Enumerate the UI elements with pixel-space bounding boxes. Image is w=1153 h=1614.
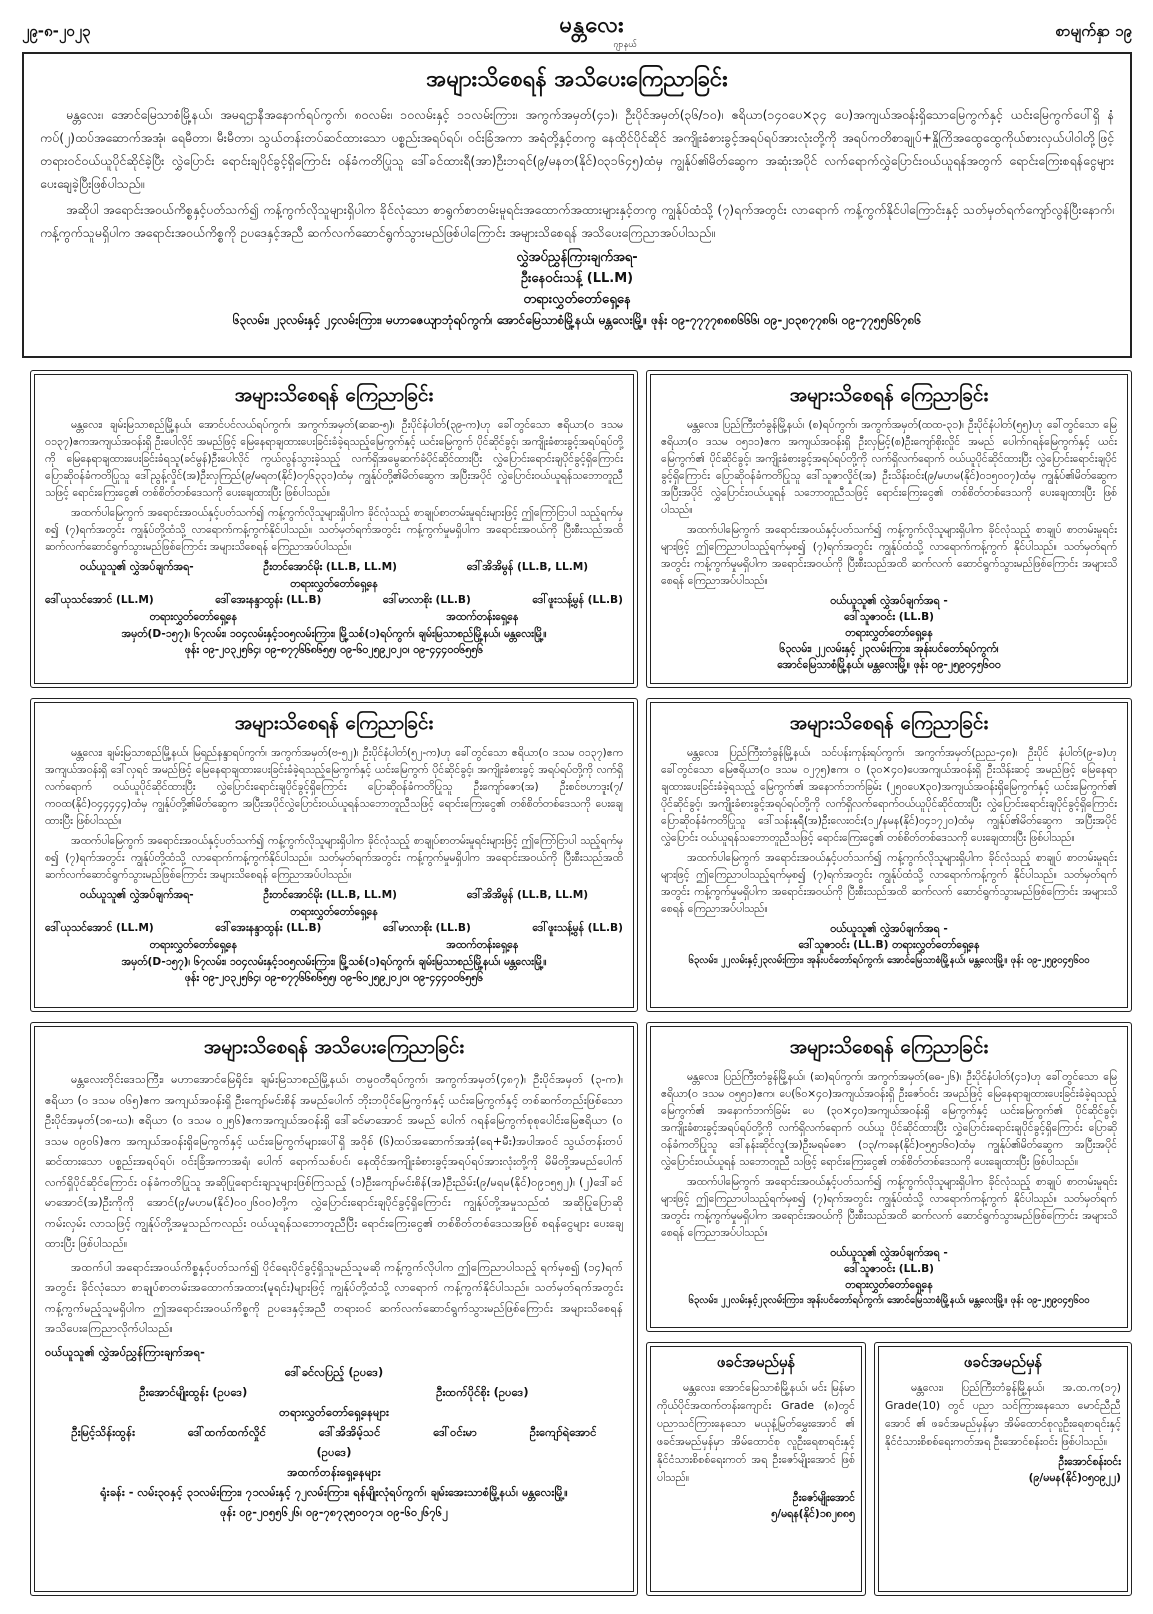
notice-paragraph: အဆိုပါ အရောင်းအဝယ်ကိစ္စနှင့်ပတ်သက်၍ ကန့်ကွက်လိုသူများရှိပါက ခိုင်လုံသော စာရွက်စာတမ်းမူရင်းအထောက်အထားများနှင့်တကွ ကျွန်ုပ်ထံသို့ (၇)ရက်အတွင်း လာရောက် ကန့်ကွက်နိုင်ပါကြောင်းနှင့် သတ်မှတ်ရက်ကျော်လွန်ပြီးနောက်၊ ကန့်ကွက်သူမရှိပါက အရောင်းအဝယ်ကိစ္စကို ဥပဒေနှင့်အညီ ဆက်လက်ဆောင်ရွက်သွားမည်ဖြစ်ပါကြောင်း အများသိစေရန် အသိပေးကြေညာအပ်ပါသည်။ bbox=[40, 202, 1114, 240]
buyer-role: ဝယ်ယူသူ၏ လွှဲအပ်ချက်အရ - bbox=[830, 923, 948, 935]
signer-name: ဦးနေဝင်းသန့် (LL.M) bbox=[520, 271, 634, 286]
lawyer-name: ဦးထက်ပိုင်စိုး (ဥပဒေ) bbox=[436, 1384, 529, 1399]
notice-paragraph: မန္တလေး၊ အောင်မြေသာစံမြို့နယ်၊ အမရဌာနီအနောက်ရပ်ကွက်၊ ၈၀လမ်း၊ ၁၀လမ်းနှင့် ၁၁လမ်းကြား၊ အကွက်အမှတ်(၄၁)၊ ဦးပိုင်အမှတ်(၃၆/၁၀)၊ ဧရိယာ(၁၄၀ပေ×၃၄ ပေ)အကျယ်အဝန်းရှိသောမြေကွက်နှင့် ယင်းမြေကွက်ပေါ်ရှိ နံကပ်(၂)ထပ်အဆောက်အအုံ၊ ရေမီတာ၊ မီးမီတာ၊ သွယ်တန်းတပ်ဆင်ထားသော ပစ္စည်းအရပ်ရပ်၊ ဝင်းခြံအကာ အရံတို့နှင့်တကွ နေထိုင်ပိုင်ဆိုင် အကျိုးခံစားခွင့်အရပ်ရပ်အားလုံးတို့ကို အရပ်ကတိစာချုပ်+နှိုကြိအထွေထွေကိုယ်စားလှယ်ပါဝါတို့ဖြင့် တရားဝင်ဝယ်ယူပိုင်ဆိုင်ခဲ့ပြီး လွှဲပြောင်း ရောင်းချပိုင်ခွင့်ရှိကြောင်း ဝန်ခံကတိပြုသူ ဒေါ်ခင်ထားရီ(အာ)ဦးဘရင်(၉/မနတ(နိုင်)၀၃၁၆၄၅)ထံမှ ကျွန်ုပ်၏မိတ်ဆွေက အဆုံးအပိုင် လက်ရောက်လွှဲပြောင်းဝယ်ယူရန်အတွက် ရောင်းကြေးစရန်ငွေများ ပေးချေခဲ့ပြီးဖြစ်ပါသည်။ bbox=[40, 107, 1114, 191]
buyer-role: ဝယ်ယူသူ၏ လွှဲအပ်ချက်အရ - bbox=[830, 595, 948, 607]
notice-title: အများသိစေရန် အသိပေးကြေညာခြင်း bbox=[203, 1036, 465, 1058]
notice-address: ရုံးခန်း - လမ်း၃၀နှင့် ၃၁လမ်းကြား၊ ၇၁လမ်းနှင့် ၇၂လမ်းကြား၊ ရန်မျိုးလုံရပ်ကွက်၊ ချမ်းအေးသာစံမြို့နယ်၊ မန္တလေးမြို့။ bbox=[100, 1484, 568, 1499]
lawyer-name: ဒေါ်မာလာစိုး (LL.B) bbox=[382, 922, 471, 934]
notice-title: အများသိစေရန် ကြေညာခြင်း bbox=[789, 384, 989, 406]
lawyer-name: ဒေါ်ခင်လပြည့် (ဥပဒေ) bbox=[284, 1364, 384, 1379]
notice-title: အများသိစေရန် ကြေညာခြင်း bbox=[234, 384, 434, 406]
signer-role: လွှဲအပ်ညွှန်ကြားချက်အရ- bbox=[516, 250, 638, 265]
lawyer-name: ဦးမြင့်သိန်းထွန်း bbox=[71, 1424, 135, 1439]
notice-title: အများသိစေရန် ကြေညာခြင်း bbox=[234, 712, 434, 734]
notice-phones: ဖုန်း ၀၉-၂၀၅၅၆၂၆၊ ၀၉-၇၈၇၃၅၀၀၇၁၊ ၀၉-၆၀၂၆၇၆၂ bbox=[220, 1504, 448, 1519]
notice-left-3 bbox=[30, 1022, 638, 1596]
buyer-role: ဝယ်ယူသူ၏ လွှဲအပ်ချက်အရ- bbox=[79, 561, 194, 573]
lawyer-name: ဒေါ်အိအိမွန် (LL.B, LL.M) bbox=[466, 889, 589, 901]
notice-paragraph: အထက်ပါ အရောင်းအဝယ်ကိစ္စနှင့်ပတ်သက်၍ ပိုင်ရေးပိုင်ခွင့်ရှိသူမည်သူမဆို ကန့်ကွက်လိုပါက ဤကြေညာပါသည့် ရက်မှစ၍ (၁၄)ရက်အတွင်း ခိုင်လုံသော စာချုပ်စာတမ်းအထောက်အထား(မူရင်း)များဖြင့် ကျွန်ုပ်တို့ထံသို့ လာရောက် ကန့်ကွက်နိုင်ပါသည်။ သတ်မှတ်ရက်အတွင်း ကန့်ကွက်မည့်သူမရှိပါက ဤအရောင်းအဝယ်ကိစ္စကို ဥပဒေနှင့်အညီ တရားဝင် ဆက်လက်ဆောင်ရွက်သွားမည်ဖြစ်ကြောင်း အများသိစေရန် အသိပေးကြေညာလိုက်ပါသည်။ bbox=[45, 1259, 623, 1335]
notice-left-2 bbox=[30, 698, 638, 1012]
lawyer-name: ဒေါ်သူဇာဝင်း (LL.B) တရားလွှတ်တော်ရှေ့နေ bbox=[798, 939, 980, 951]
signer-nrc: ၅/မရန(နိုင်)၁၈၂၈၈၅ bbox=[771, 1508, 855, 1520]
lawyer-name: ဒေါ်ယုသင်အောင် (LL.M) bbox=[45, 594, 154, 606]
lawyer-title: တရားလွှတ်တော်ရှေ့နေ bbox=[845, 1279, 933, 1291]
lawyer-name: ဒေါ်အိအိမ့်သင် bbox=[318, 1424, 381, 1439]
lawyer-name: ဒေါ်အိအိမွန် (LL.B, LL.M) bbox=[466, 561, 589, 573]
notice-right-1 bbox=[646, 370, 1132, 688]
signer-title: တရားလွှတ်တော်ရှေ့နေ bbox=[523, 292, 631, 307]
lawyer-name: ဒေါ်ထက်ထက်လှိုင် bbox=[187, 1424, 266, 1439]
lawyer-name: ဒေါ်သူဇာဝင်း (LL.B) bbox=[843, 1263, 935, 1275]
lawyer-suffix: (ဥပဒေ) bbox=[316, 1444, 352, 1459]
lawyer-name: ဒေါ်အေးနန္ဒာထွန်း (LL.B) bbox=[215, 594, 322, 606]
notice-paragraph: အထက်ပါမြေကွက် အရောင်းအဝယ်နှင့်ပတ်သက်၍ ကန့်ကွက်လိုသူများရှိပါက ခိုင်လုံသည့် စာချုပ်စာတမ်းမူရင်းများဖြင့် ဤကြော်ငြာပါ သည့်ရက်မှစ၍ (၇)ရက်အတွင်း ကျွန်ုပ်တို့ထံသို့ လာရောက်ကန့်ကွက်နိုင်ပါသည်။ သတ်မှတ်ရက်အတွင်း ကန့်ကွက်မှုမရှိပါက အရောင်းအဝယ်ကို ပြီးစီးသည်အထိ ဆက်လက်ဆောင်ရွက်သွားမည်ဖြစ်ကြောင်း အများသိစေရန် ကြေညာအပ်ပါသည်။ bbox=[45, 507, 623, 553]
lawyer-name: ဒေါ်အေးနန္ဒာထွန်း (LL.B) bbox=[215, 922, 322, 934]
lawyer-name: ဒေါ်ဖူးသန့်မွန် (LL.B) bbox=[532, 594, 623, 606]
lawyer-title: တရားလွှတ်တော်ရှေ့နေ bbox=[290, 578, 378, 590]
lawyer-title: တရားလွှတ်တော်ရှေ့နေ bbox=[149, 611, 238, 623]
lawyer-name: ဦးတင်အောင်မိုး (LL.B, LL.M) bbox=[263, 561, 397, 573]
notice-right-2 bbox=[646, 698, 1132, 1012]
lawyer-name: ဒေါ်ဝင်းမာ bbox=[433, 1424, 477, 1439]
masthead-logo bbox=[537, 10, 647, 52]
notice-title: အများသိစေရန် ကြေညာခြင်း bbox=[789, 712, 989, 734]
notice-paragraph: မန္တလေး၊ ပြည်ကြီးတံခွန်မြို့နယ်၊ သင်ပန်းကုန်းရပ်ကွက်၊ အကွက်အမှတ်(ညည-၄၈)၊ ဦးပိုင် နံပါတ်(၉-ခ)ဟု ခေါ်တွင်သော မြေဧရိယာ(၀ ဒသမ ၀၂၇၅)ဧက၊ ဝ (၃၀×၄၀)ပေအကျယ်အဝန်းရှိ ဦးသိန်းဆင့် အမည်ဖြင့် မြေနေရာချထားပေးခြင်းခံခဲ့ရသည့် မြေကွက်၏ အနောက်ဘက်ခြမ်း (၂၅၀ပေx၃၀)အကျယ်အဝန်းရှိမြေကွက်နှင့် ယင်းမြေကွက်၏ ပိုင်ဆိုင်ခွင့်၊ အကျိုးခံစားခွင့်အရပ်ရပ်တို့ကို လက်ရှိလက်ရောက်ဝယ်ယူပိုင်ဆိုင်ထားပြီး လွှဲပြောင်းရောင်းချပိုင်ခွင့်ရှိကြောင်း ပြောဆိုဝန်ခံကတိပြုသူ ဒေါ်သန်းနုရီ(အ)ဦးလေးဝင်း(၁၂/နမန(နိုင်)၀၄၁၇၂၀)ထံမှ ကျွန်ုပ်၏မိတ်ဆွေက အပြီးအပိုင် လွှဲပြောင်း ဝယ်ယူရန်သဘောတူညီသဖြင့် ရောင်းကြေးငွေ၏ တစ်စိတ်တစ်ဒေသကို ပေးချေထားပြီး ဖြစ်ပါသည်။ bbox=[661, 747, 1117, 844]
lawyer-name: ဒေါ်မာလာစိုး (LL.B) bbox=[382, 594, 471, 606]
lawyer-name: ဦးကျော်ရဲအောင် bbox=[529, 1424, 597, 1439]
notice-paragraph: အထက်ပါမြေကွက် အရောင်းအဝယ်နှင့်ပတ်သက်၍ ကန့်ကွက်လိုသူများရှိပါက ခိုင်လုံသည့် စာချုပ် စာတမ်းမူရင်းများဖြင့် ဤကြေညာပါသည့်ရက်မှစ၍ (၇)ရက်အတွင်း ကျွန်ုပ်ထံသို့ လာရောက်ကန့်ကွက် နိုင်ပါသည်။ သတ်မှတ်ရက်အတွင်း ကန့်ကွက်မှုမရှိပါက အရောင်းအဝယ်ကို ပြီးစီးသည်အထိ ဆက်လက် ဆောင်ရွက်သွားမည်ဖြစ်ကြောင်း အများသိစေရန် ကြေညာအပ်ပါသည်။ bbox=[661, 524, 1117, 587]
notice-paragraph: မန္တလေးတိုင်းဒေသကြီး၊ မဟာအောင်မြေရိုင်း၊ ချမ်းမြသာစည်မြို့နယ်၊ တမ္ပဝတီရပ်ကွက်၊ အကွက်အမှတ်(၄၈၇)၊ ဦးပိုင်အမှတ် (၃-က)၊ ဧရိယာ (၀ ဒသမ ၀၆၅)ဧက အကျယ်အဝန်းရှိ ဦးကျော်မင်းစိန် အမည်ပေါက် ဘိုးဘပိုင်မြေကွက်နှင့် ယင်းမြေကွက်နှင့် တစ်ဆက်တည်းဖြစ်သော ဦးပိုင်အမှတ်(၁၈-ဃ)၊ ဧရိယာ (၀ ဒသမ ၀၂၅၆)ဧကအကျယ်အဝန်းရှိ ဒေါ်ခင်မာအောင် အမည် ပေါက် ဂရန်မြေကွက်စုစုပေါင်းမြေဧရိယာ (၀ ဒသမ ၀၉၀၆)ဧက အကျယ်အဝန်းရှိမြေကွက်နှင့် ယင်းမြေကွက်များပေါ်ရှိ အဝိုစ် (၆)ထပ်အဆောက်အအုံ(ရေ+မီး)အပါအဝင် သွယ်တန်းတပ်ဆင်ထားသော ပစ္စည်းအရပ်ရပ်၊ ဝင်းခြံအကာအရံ၊ ပေါက် ရောက်သစ်ပင်၊ နေထိုင်အကျိုးခံစားခွင့်အရပ်ရပ်အားလုံးတို့ကို မိမိတို့အမည်ပေါက် လက်ရှိပိုင်ဆိုင်ကြောင်း ဝန်ခံကတိပြုသူ အဆိုပြုရောင်းချသူများဖြစ်ကြသည့် (၁)ဦးကျော်မင်းစိန်(အ)ဦးညိမ်း(၉/မရမ(နိုင်)၀၉၁၅၅၂)၊ (၂)ဒေါ်ခင်မာအောင်(အ)ဦးကိုကို အောင်(၉/မဟမ(နိုင်)၀၀၂၆၀၀)တို့က လွှဲပြောင်းရောင်းချပိုင်ခွင့်ရှိကြောင်း ကျွန်ုပ်တို့အမှုသည်ထံ အဆိုပြုပြောဆိုကမ်းလှမ်း လာသဖြင့် ကျွန်ုပ်တို့အမှုသည်ကလည်း ဝယ်ယူရန်သဘောတူညီပြီး ရောင်းကြေးငွေ၏ တစ်စိတ်တစ်ဒေသအဖြစ် စရန်ငွေများ ပေးချေထားပြီး ဖြစ်ပါသည်။ bbox=[45, 1072, 623, 1250]
name-notice-1 bbox=[646, 1342, 866, 1596]
lawyer-title: တရားလွှတ်တော်ရှေ့နေ bbox=[845, 627, 933, 639]
notice-address: ၆၃လမ်း၊ ၂၂လမ်းနှင့်၂၃လမ်းကြား၊ အုန်းပင်တော်ရပ်ကွက်၊ အောင်မြေသာစံမြို့နယ်၊ မန္တလေးမြို့။ ဖုန်း ၀၉-၂၅၉၀၄၅၆၀၀ bbox=[688, 955, 1090, 966]
notice-title: အများသိစေရန် အသိပေးကြေညာခြင်း bbox=[426, 67, 728, 92]
notice-left-1 bbox=[30, 370, 638, 688]
lawyer-title: အထက်တန်းရှေ့နေ bbox=[446, 939, 519, 951]
notice-paragraph: မန္တလေး၊ ပြည်ကြီးတံခွန်မြို့နယ်၊ (ဆ)ရပ်ကွက်၊ အကွက်အမှတ်(ဓဓ-၂၆)၊ ဦးပိုင်နံပါတ်(၄၁)ဟု ခေါ်တွင်သော မြေဧရိယာ(၀ ဒသမ ၀၅၅၁)ဧက၊ ပေ(၆၀×၄၀)အကျယ်အဝန်းရှိ ဦးဇော်ဝင်း အမည်ဖြင့် မြေနေရာချထားပေးခြင်းခံခဲ့ရသည့် မြေကွက်၏ အနောက်ဘက်ခြမ်း ပေ (၃၀×၄၀)အကျယ်အဝန်းရှိ မြေကွက်နှင့် ယင်းမြေကွက်၏ ပိုင်ဆိုင်ခွင့်၊ အကျိုးခံစားခွင့်အရပ်ရပ်တို့ကို လက်ရှိလက်ရောက် ဝယ်ယူ ပိုင်ဆိုင်ထားပြီး လွှဲပြောင်းရောင်းချပိုင်ခွင့်ရှိကြောင်း ပြောဆိုဝန်ခံကတိပြုသူ ဒေါ်နန်းဆိုင်လူ(အ)ဦးမရမ်ဇော (၁၃/ကခန(နိုင်)၀၅၅၁၆၀)ထံမှ ကျွန်ုပ်၏မိတ်ဆွေက အပြီးအပိုင် လွှဲပြောင်းဝယ်ယူရန် သဘောတူညီ သဖြင့် ရောင်းကြေးငွေ၏ တစ်စိတ်တစ်ဒေသကို ပေးချေထားပြီး ဖြစ်ပါသည်။ bbox=[661, 1071, 1117, 1168]
top-notice bbox=[22, 52, 1132, 358]
logo-text: မန္တလေး bbox=[559, 12, 625, 38]
buyer-role: ဝယ်ယူသူ၏ လွှဲအပ်ချက်အရ - bbox=[830, 1247, 948, 1259]
notice-phones: ဖုန်း ၀၉-၂၀၃၂၅၆၄၊ ၀၉-၈၇၇၆၆၈၆၅၅၊ ၀၉-၆၀၂၅၉၂၀၂၀၊ ၀၉-၄၄၄၀၀၆၅၅၆ bbox=[184, 644, 484, 656]
lawyer-title: အထက်တန်းရှေ့နေများ bbox=[287, 1464, 381, 1479]
buyer-role: ဝယ်ယူသူ၏ လွှဲအပ်ချက်အရ- bbox=[79, 889, 194, 901]
issue-date: ၂၉-၈-၂၀၂၃ bbox=[22, 22, 91, 40]
signer-name: ဦးဇော်မျိုးအောင် bbox=[792, 1492, 855, 1504]
signer-nrc: (၉/မမန(နိုင်)၀၅၀၉၂၂) bbox=[1028, 1472, 1121, 1484]
notice-address-phone: အောင်မြေသာစံမြို့နယ်၊ မန္တလေးမြို့။ ဖုန်း ၀၉-၂၅၉၀၄၅၆၀၀ bbox=[777, 659, 1001, 671]
notice-paragraph: အထက်ပါမြေကွက် အရောင်းအဝယ်နှင့်ပတ်သက်၍ ကန့်ကွက်လိုသူများရှိပါက ခိုင်လုံသည့် စာချုပ်စာတမ်းမူရင်းများဖြင့် ဤကြော်ငြာပါ သည့်ရက်မှစ၍ (၇)ရက်အတွင်း ကျွန်ုပ်တို့ထံသို့ လာရောက်ကန့်ကွက်နိုင်ပါသည်။ သတ်မှတ်ရက်အတွင်း ကန့်ကွက်မှုမရှိပါက အရောင်းအဝယ်ကို ပြီးစီးသည်အထိ ဆက်လက်ဆောင်ရွက်သွားမည်ဖြစ်ကြောင်း အများသိစေရန် ကြေညာအပ်ပါသည်။ bbox=[45, 835, 623, 881]
notice-paragraph: မန္တလေး၊ ပြည်ကြီးတံခွန်မြို့နယ်၊ အ.ထ.က(၁၇) Grade(10) တွင် ပညာ သင်ကြားနေသော မောင်ညီညီအောင် ၏ ဖခင်အမည်မှန်မှာ အိမ်ထောင်စုလူဦးရေစာရင်းနှင့် နိုင်ငံသားစိစစ်ရေးကတ်အရ ဦးအောင်စန်းဝင်း ဖြစ်ပါသည်။ bbox=[885, 1381, 1121, 1448]
lawyer-title: တရားလွှတ်တော်ရှေ့နေ bbox=[149, 939, 238, 951]
lawyer-title: တရားလွှတ်တော်ရှေ့နေ bbox=[290, 906, 378, 918]
buyer-role: ဝယ်ယူသူ၏ လွှဲအပ်ညွှန်ကြားချက်အရ- bbox=[45, 1344, 205, 1359]
notice-address: ၆၃လမ်း၊ ၂၂လမ်းနှင့် ၂၃လမ်းကြား၊ အုန်းပင်တော်ရပ်ကွက်၊ bbox=[779, 643, 999, 655]
notice-title: အများသိစေရန် ကြေညာခြင်း bbox=[789, 1036, 989, 1058]
lawyer-name: ဦးအောင်မျိုးထွန်း (ဥပဒေ) bbox=[139, 1384, 248, 1399]
notice-paragraph: အထက်ပါမြေကွက် အရောင်းအဝယ်နှင့်ပတ်သက်၍ ကန့်ကွက်လိုသူများရှိပါက ခိုင်လုံသည့် စာချုပ် စာတမ်းမူရင်းများဖြင့် ဤကြေညာပါသည့်ရက်မှစ၍ (၇)ရက်အတွင်း ကျွန်ုပ်ထံသို့ လာရောက်ကန့်ကွက် နိုင်ပါသည်။ သတ်မှတ်ရက်အတွင်း ကန့်ကွက်မှုမရှိပါက အရောင်းအဝယ်ကို ပြီးစီးသည်အထိ ဆက်လက် ဆောင်ရွက်သွားမည်ဖြစ်ကြောင်း အများသိစေရန် ကြေညာအပ်ပါသည်။ bbox=[661, 852, 1117, 915]
name-notice-2 bbox=[874, 1342, 1132, 1596]
lawyer-title: တရားလွှတ်တော်ရှေ့နေများ bbox=[279, 1404, 389, 1419]
notice-paragraph: မန္တလေး၊ ချမ်းမြသာစည်မြို့နယ်၊ အောင်ပင်လယ်ရပ်ကွက်၊ အကွက်အမှတ်(ဆဆ-၅)၊ ဦးပိုင်နံပါတ်(၃၉-က)ဟု ခေါ်တွင်သော ဧရိယာ(၀ ဒသမ ၀၁၃၇)ဧကအကျယ်အဝန်းရှိ ဦးပေါလိုင် အမည်ဖြင့် မြေနေရာချထားပေးခြင်းခံခဲ့ရသည့်မြေကွက်နှင့် ယင်းမြေကွက် ပိုင်ဆိုင်ခွင့်၊ အကျိုးခံစားခွင့်အရပ်ရပ်တို့ကို မြေနေရာချထားပေးခြင်းခံရသူ(ခင်မွန်)ဦးပေါလိုင် ကွယ်လွန်သွားခဲ့သည့် လက်ရှိအမွေဆက်ခံပိုင်ဆိုင်ထားပြီး လွှဲပြောင်းရောင်းချပိုင်ခွင့်ရှိကြောင်း ပြောဆိုဝန်ခံကတိပြုသူ ဒေါ်ညွန့်လှိုင်(အ)ဦးလှကြည်(၉/မရတ(နိုင်)၀၇၆၃၃၁)ထံမှ ကျွန်ုပ်တို့၏မိတ်ဆွေက အပြီးအပိုင် လွှဲပြောင်းဝယ်ယူရန်သဘောတူညီသဖြင့် ရောင်းကြေးငွေ၏ တစ်စိတ်တစ်ဒေသကို ပေးချေထားပြီး ဖြစ်ပါသည်။ bbox=[45, 419, 623, 499]
page-header bbox=[22, 8, 1132, 48]
notice-phones: ဖုန်း ၀၉-၂၀၃၂၅၆၄၊ ၀၉-၈၇၇၆၆၈၆၅၅၊ ၀၉-၆၀၂၅၉၂၀၂၀၊ ၀၉-၄၄၄၀၀၆၅၅၆ bbox=[184, 972, 484, 984]
notice-right-3 bbox=[646, 1022, 1132, 1332]
lawyer-title: အထက်တန်းရှေ့နေ bbox=[446, 611, 519, 623]
notice-paragraph: မန္တလေး၊ ချမ်းမြသာစည်မြို့နယ်၊ မြရည်နန္ဒာရပ်ကွက်၊ အကွက်အမှတ်(ဗ-၅၂)၊ ဦးပိုင်နံပါတ်(၅၂-က)ဟု ခေါ်တွင်သော ဧရိယာ(၀ ဒသမ ၀၁၃၇)ဧက အကျယ်အဝန်းရှိ ဒေါ်လှရင် အမည်ဖြင့် မြေနေရာချထားပေးခြင်းခံခဲ့ရသည့်မြေကွက်နှင့် ယင်းမြေကွက် ပိုင်ဆိုင်ခွင့်၊ အကျိုးခံစားခွင့် အရပ်ရပ်တို့ကို လက်ရှိလက်ရောက် ဝယ်ယူပိုင်ဆိုင်ထားပြီး လွှဲပြောင်းရောင်းချပိုင်ခွင့်ရှိကြောင်း ပြောဆိုဝန်ခံကတိပြုသူ ဦးကျော်ဇော(အ) ဦးစင်ဗဟာဒူး(၇/ကဝထ(နိုင်)၀၄၄၄၄၄)ထံမှ ကျွန်ုပ်တို့၏မိတ်ဆွေက အပြီးအပိုင်လွှဲပြောင်းဝယ်ယူရန်သဘောတူညီသဖြင့် ရောင်းကြေးငွေ၏ တစ်စိတ်တစ်ဒေသကို ပေးချေထားပြီး ဖြစ်ပါသည်။ bbox=[45, 747, 623, 827]
notice-address: ၆၃လမ်း၊ ၂၂လမ်းနှင့်၂၃လမ်းကြား၊ အုန်းပင်တော်ရပ်ကွက်၊ အောင်မြေသာစံမြို့နယ်၊ မန္တလေးမြို့။ ဖုန်း ၀၉-၂၅၉၀၄၅၆၀၀ bbox=[688, 1295, 1090, 1306]
lawyer-name: ဒေါ်ယုသင်အောင် (LL.M) bbox=[45, 922, 154, 934]
lawyer-name: ဒေါ်ဖူးသန့်မွန် (LL.B) bbox=[532, 922, 623, 934]
signer-address: ၆၃လမ်း၊ ၂၃လမ်းနှင့် ၂၄လမ်းကြား၊ မဟာဇေယျာဘုံရပ်ကွက်၊ အောင်မြေသာစံမြို့နယ်၊ မန္တလေးမြို့။ ဖုန်း ၀၉-၇၇၇၇၈၈၈၆၆၆၊ ၀၉-၂၀၃၈၇၇၈၆၊ ၀၉-၇၇၅၅၆၆၇၈၆ bbox=[232, 313, 922, 327]
lawyer-name: ဦးတင်အောင်မိုး (LL.B, LL.M) bbox=[263, 889, 397, 901]
signer-name: ဦးအောင်စန်းဝင်း bbox=[1058, 1456, 1121, 1468]
notice-address: အမှတ်(D-၁၅၇)၊ ၆၇လမ်း၊ ၁၀၄လမ်းနှင့်၁၀၅လမ်းကြား၊ မြို့သစ်(၁)ရပ်ကွက်၊ ချမ်းမြသာစည်မြို့နယ်၊ မန္တလေးမြို့။ bbox=[121, 628, 547, 640]
notice-paragraph: မန္တလေး၊ အောင်မြေသာစံမြို့နယ်၊ မင်း မြန်မာကိုယ်ပိုင်အထက်တန်းကျောင်း Grade (၈)တွင် ပညာသင်ကြားနေသော မယုနံ့မြတ်မွှေးအောင် ၏ ဖခင်အမည်မှန်မှာ အိမ်ထောင်စု လူဦးရေစာရင်းနှင့် နိုင်ငံသားစိစစ်ရေးကတ် အရ ဦးဇော်မျိုးအောင် ဖြစ်ပါသည်။ bbox=[657, 1381, 855, 1484]
notice-title: ဖခင်အမည်မှန် bbox=[716, 1353, 796, 1371]
lawyer-name: ဒေါ်သူဇာဝင်း (LL.B) bbox=[843, 611, 935, 623]
page-number: စာမျက်နှာ ၁၉ bbox=[1055, 22, 1132, 40]
notice-title: ဖခင်အမည်မှန် bbox=[963, 1353, 1043, 1371]
logo-subtext: ဂျာနယ် bbox=[613, 40, 637, 50]
notice-paragraph: အထက်ပါမြေကွက် အရောင်းအဝယ်နှင့်ပတ်သက်၍ ကန့်ကွက်လိုသူများရှိပါက ခိုင်လုံသည့် စာချုပ် စာတမ်းမူရင်းများဖြင့် ဤကြေညာပါသည့်ရက်မှစ၍ (၇)ရက်အတွင်း ကျွန်ုပ်ထံသို့ လာရောက်ကန့်ကွက် နိုင်ပါသည်။ သတ်မှတ်ရက်အတွင်း ကန့်ကွက်မှုမရှိပါက အရောင်းအဝယ်ကို ပြီးစီးသည်အထိ ဆက်လက် ဆောင်ရွက်သွားမည်ဖြစ်ကြောင်း အများသိစေရန် ကြေညာအပ်ပါသည်။ bbox=[661, 1176, 1117, 1239]
notice-paragraph: မန္တလေး၊ ပြည်ကြီးတံခွန်မြို့နယ်၊ (စ)ရပ်ကွက်၊ အကွက်အမှတ်(ထထ-၃၁)၊ ဦးပိုင်နံပါတ်(၅၅)ဟု ခေါ်တွင်သော မြေဧရိယာ(၀ ဒသမ ၀၅၁၁)ဧက အကျယ်အဝန်းရှိ ဦးလှမြင့်(စ)ဦးကျော်စိုးလှိုင် အမည် ပေါက်ဂရန်မြေကွက်နှင့် ယင်းမြေကွက်၏ ပိုင်ဆိုင်ခွင့်၊ အကျိုးခံစားခွင့်အရပ်ရပ်တို့ကို လက်ရှိလက်ရောက် ဝယ်ယူပိုင်ဆိုင်ထားပြီး လွှဲပြောင်းရောင်းချပိုင်ခွင့်ရှိကြောင်း ပြောဆိုဝန်ခံကတိပြုသူ ဒေါ်သူဇာလှိုင်(အ) ဦးသိန်းဝင်း(၉/မဟမ(နိုင်)၀၁၅၀၀၇)ထံမှ ကျွန်ုပ်၏မိတ်ဆွေက အပြီးအပိုင် လွှဲပြောင်းဝယ်ယူရန် သဘောတူညီသဖြင့် ရောင်းကြေးငွေ၏ တစ်စိတ်တစ်ဒေသကို ပေးချေထားပြီး ဖြစ်ပါသည်။ bbox=[661, 419, 1117, 516]
notice-address: အမှတ်(D-၁၅၇)၊ ၆၇လမ်း၊ ၁၀၄လမ်းနှင့်၁၀၅လမ်းကြား၊ မြို့သစ်(၁)ရပ်ကွက်၊ ချမ်းမြသာစည်မြို့နယ်၊ မန္တလေးမြို့။ bbox=[121, 956, 547, 968]
